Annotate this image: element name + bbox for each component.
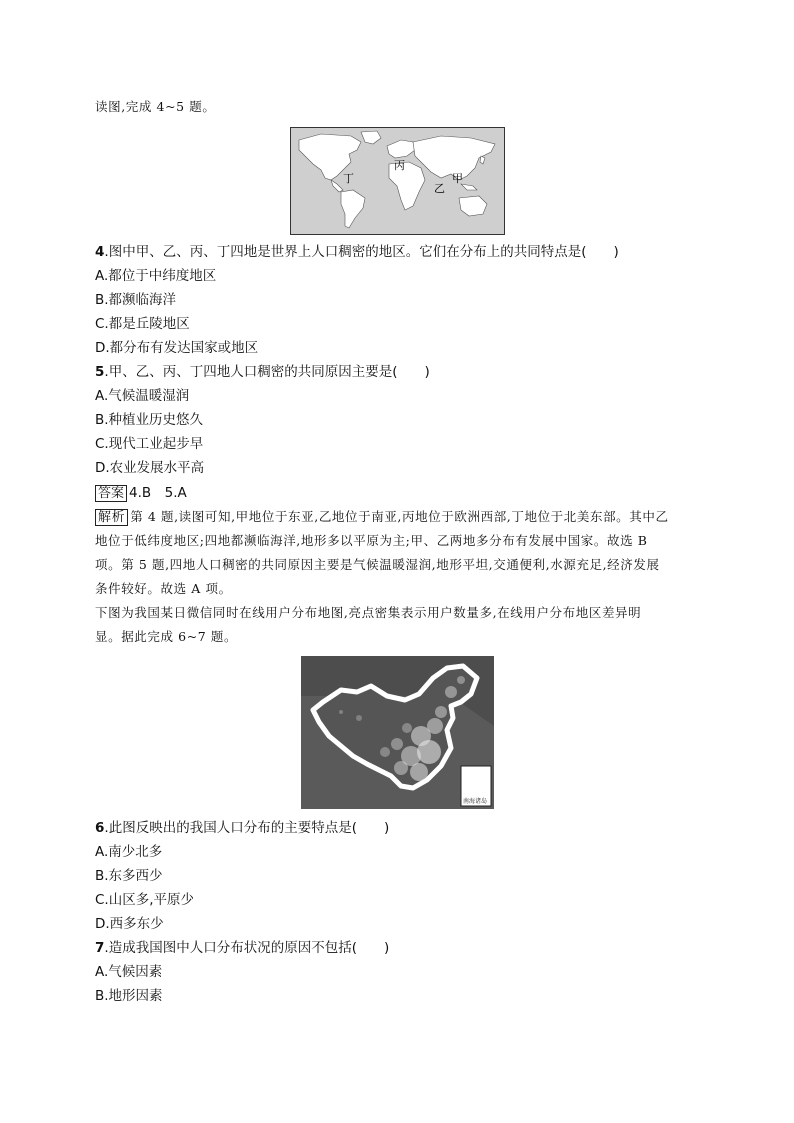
map-label-yi: 乙 <box>434 182 445 195</box>
analysis-tag: 解析 <box>95 509 128 526</box>
q4-option-a: A.都位于中纬度地区 <box>95 268 217 284</box>
q4-option-b: B.都濒临海洋 <box>95 292 177 308</box>
china-user-map <box>301 656 494 809</box>
south-china-sea-inset-label: 南海诸岛 <box>463 798 488 805</box>
intro-text-6-7-line-1: 下图为我国某日微信同时在线用户分布地图,亮点密集表示用户数量多,在线用户分布地区差异明 <box>95 605 642 620</box>
question-5-number: 5 <box>95 364 105 380</box>
q4-option-c: C.都是丘陵地区 <box>95 316 190 332</box>
china-map-graphic <box>301 656 494 809</box>
world-map-graphic <box>291 128 504 234</box>
answer-tag: 答案 <box>95 485 127 502</box>
question-4-stem: .图中甲、乙、丙、丁四地是世界上人口稠密的地区。它们在分布上的共同特点是( ) <box>104 244 619 260</box>
answer-line <box>95 484 187 503</box>
q6-option-a: A.南少北多 <box>95 844 163 860</box>
q6-option-b: B.东多西少 <box>95 868 163 884</box>
analysis-line-4: 条件较好。故选 A 项。 <box>95 581 232 596</box>
analysis-line-3: 项。第 5 题,四地人口稠密的共同原因主要是气候温暖湿润,地形平坦,交通便利,水源充足,经济发展 <box>95 557 660 572</box>
q5-option-b: B.种植业历史悠久 <box>95 412 204 428</box>
question-6-stem: .此图反映出的我国人口分布的主要特点是( ) <box>104 820 390 836</box>
map-label-jia: 甲 <box>452 172 463 185</box>
q5-option-a: A.气候温暖湿润 <box>95 388 190 404</box>
q5-option-c: C.现代工业起步早 <box>95 436 204 452</box>
question-6 <box>95 819 389 837</box>
question-7-number: 7 <box>95 940 105 956</box>
question-6-number: 6 <box>95 820 105 836</box>
analysis-text-1: 第 4 题,读图可知,甲地位于东亚,乙地位于南亚,丙地位于欧洲西部,丁地位于北美东部。其中乙 <box>130 509 669 524</box>
q6-option-c: C.山区多,平原少 <box>95 892 195 908</box>
question-4 <box>95 243 619 261</box>
q4-option-d: D.都分布有发达国家或地区 <box>95 340 259 356</box>
analysis-line-2: 地位于低纬度地区;四地都濒临海洋,地形多以平原为主;甲、乙两地多分布有发展中国家。故选 B <box>95 533 648 548</box>
map-label-ding: 丁 <box>343 172 354 185</box>
world-map <box>290 127 505 235</box>
question-5-stem: .甲、乙、丙、丁四地人口稠密的共同原因主要是( ) <box>104 364 430 380</box>
q7-option-a: A.气候因素 <box>95 964 163 980</box>
map-label-bing: 丙 <box>394 159 405 172</box>
question-5 <box>95 363 430 381</box>
question-7-stem: .造成我国图中人口分布状况的原因不包括( ) <box>104 940 390 956</box>
analysis-line-1 <box>95 508 669 527</box>
q6-option-d: D.西多东少 <box>95 916 164 932</box>
q5-option-d: D.农业发展水平高 <box>95 460 205 476</box>
answer-text: 4.B 5.A <box>129 485 187 501</box>
question-4-number: 4 <box>95 244 105 260</box>
q7-option-b: B.地形因素 <box>95 988 163 1004</box>
intro-text-6-7-line-2: 显。据此完成 6~7 题。 <box>95 629 238 644</box>
question-7 <box>95 939 389 957</box>
intro-text-4-5: 读图,完成 4~5 题。 <box>95 99 216 114</box>
